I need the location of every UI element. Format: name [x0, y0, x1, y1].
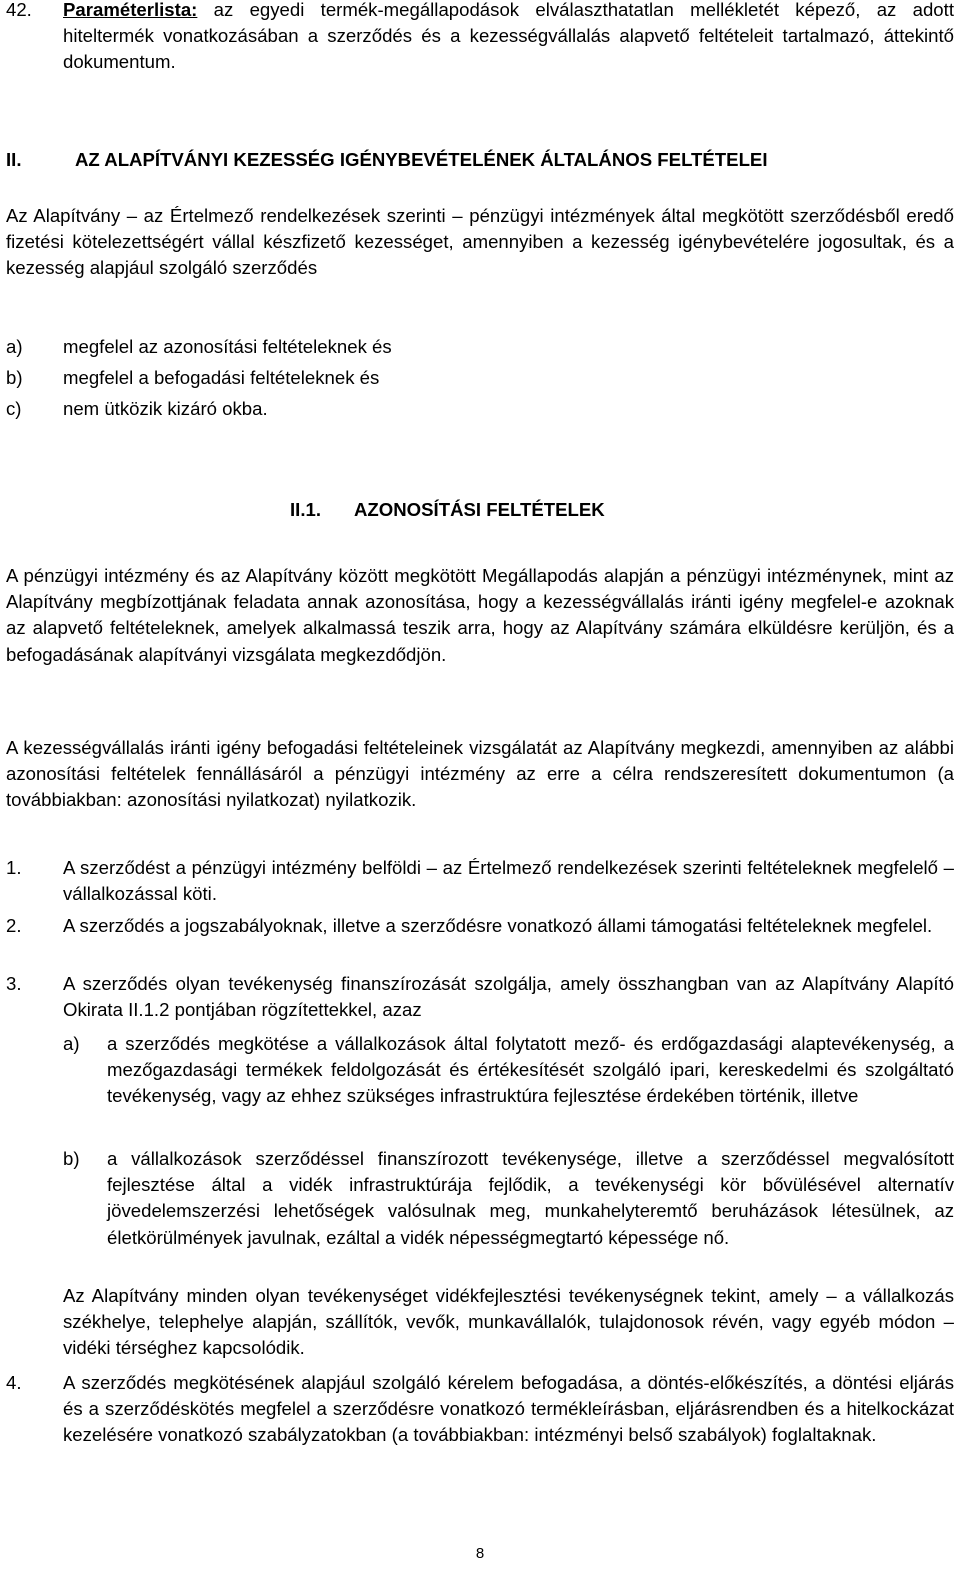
definition-42 [6, 0, 954, 77]
subsection-number: II.1. [290, 499, 322, 520]
section-number: II. [6, 149, 22, 170]
definition-text: az egyedi termék-megállapodások elválaszthatatlan mellékletét képező, az adott hiteltermék vonatkozásában a szerződés és a kezességvállalás alapvető feltételeit tartalmazó, áttekintő dokumentum. [63, 0, 954, 73]
paragraph: A pénzügyi intézmény és az Alapítvány között megkötött Megállapodás alapján a pénzügyi intézménynek, mint az Alapítvány megbízottjának feladata annak azonosítása, hogy a kezességvállalás iránti igény megfelel-e azoknak az alapvető feltételeknek, amelyek alkalmassá teszik arra, hogy az Alapítvány számára elküldésre kerüljön, és a befogadásának alapítványi vizsgálata megkezdődjön. [6, 565, 954, 665]
definition-term: Paraméterlista: [63, 0, 198, 20]
definition-number: 42. [6, 0, 32, 20]
subsection-title: AZONOSÍTÁSI FELTÉTELEK [354, 499, 605, 520]
section-title: AZ ALAPÍTVÁNYI KEZESSÉG IGÉNYBEVÉTELÉNEK ÁLTALÁNOS FELTÉTELEI [75, 149, 768, 170]
section-intro: Az Alapítvány – az Értelmező rendelkezések szerinti – pénzügyi intézmények által megkötött szerződésből eredő fizetési kötelezettségért vállal készfizető kezességet, amennyiben a kezesség igénybevételére jogosultak, és a kezesség alapjául szolgáló szerződés [6, 205, 954, 279]
paragraph: A kezességvállalás iránti igény befogadási feltételeinek vizsgálatát az Alapítvány megkezdi, amennyiben az alábbi azonosítási feltételek fennállásáról a pénzügyi intézmény az erre a célra rendszeresített dokumentumon (a továbbiakban: azonosítási nyilatkozat) nyilatkozik. [6, 737, 954, 811]
page-number: 8 [475, 1545, 485, 1562]
